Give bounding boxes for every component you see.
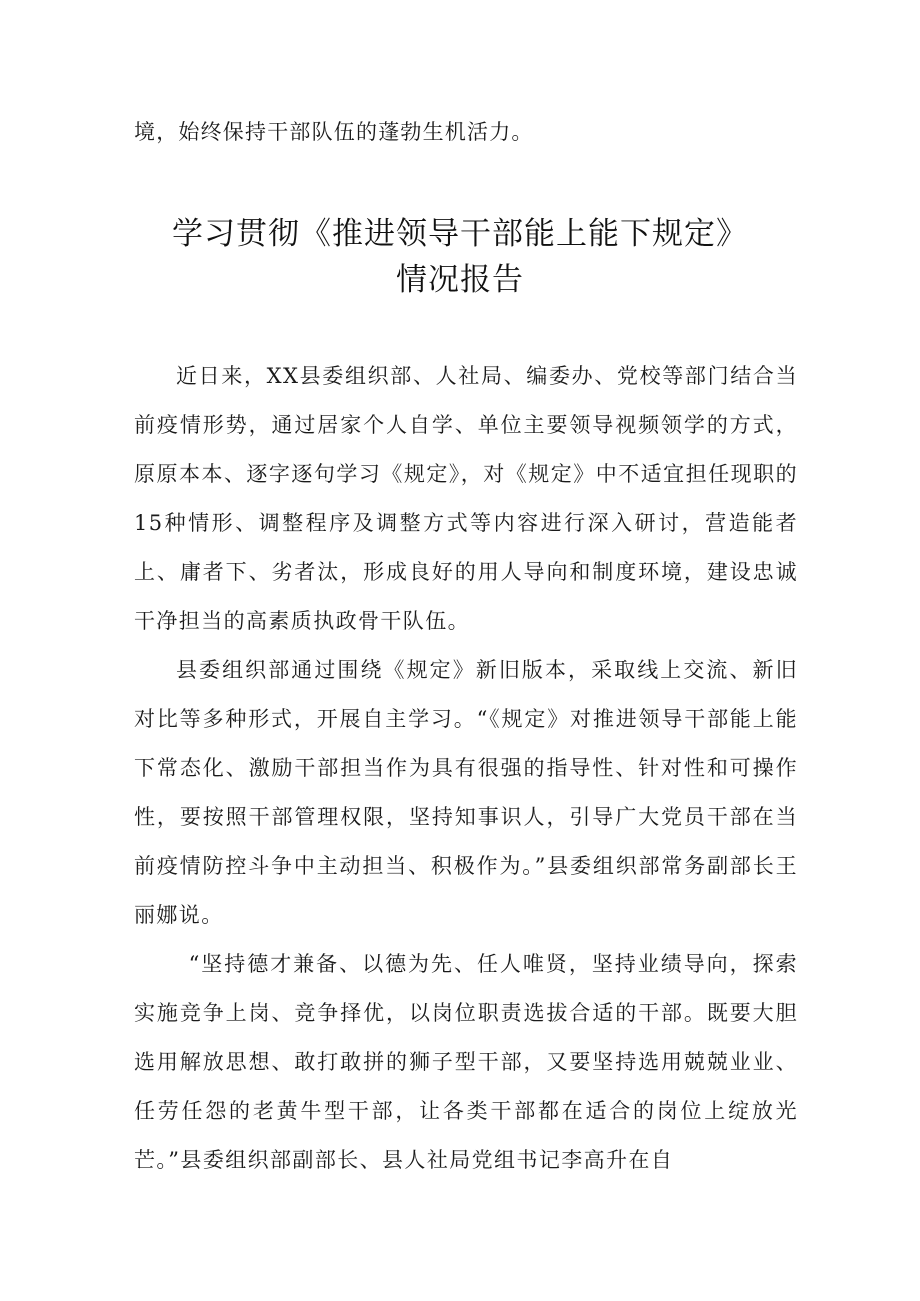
document-title-line-1: 学习贯彻《推进领导干部能上能下规定》 (172, 216, 748, 252)
continued-text-line: 境，始终保持干部队伍的蓬勃生机活力。 (134, 120, 534, 144)
document-title-line-2: 情况报告 (396, 262, 524, 298)
paragraph-3: “坚持德才兼备、以德为先、任人唯贤，坚持业绩导向，探索实施竞争上岗、竞争择优，以岗位职责选拔合适的干部。既要大胆选用解放思想、敢打敢拼的狮子型干部，又要坚持选用兢兢业业、任劳任怨的老黄牛型干部，让各类干部都在适合的岗位上绽放光芒。”县委组织部副部长、县人社局党组书记李高升在自 (134, 952, 798, 1172)
report-body (134, 352, 798, 1185)
paragraph-2: 县委组织部通过围绕《规定》新旧版本，采取线上交流、新旧对比等多种形式，开展自主学习。“《规定》对推进领导干部能上能下常态化、激励干部担当作为具有很强的指导性、针对性和可操作性，要按照干部管理权限，坚持知事识人，引导广大党员干部在当前疫情防控斗争中主动担当、积极作为。”县委组织部常务副部长王丽娜说。 (134, 658, 798, 927)
paragraph-1: 近日来，XX县委组织部、人社局、编委办、党校等部门结合当前疫情形势，通过居家个人自学、单位主要领导视频领学的方式，原原本本、逐字逐句学习《规定》，对《规定》中不适宜担任现职的15种情形、调整程序及调整方式等内容进行深入研讨，营造能者上、庸者下、劣者汰，形成良好的用人导向和制度环境，建设忠诚干净担当的高素质执政骨干队伍。 (134, 364, 798, 633)
